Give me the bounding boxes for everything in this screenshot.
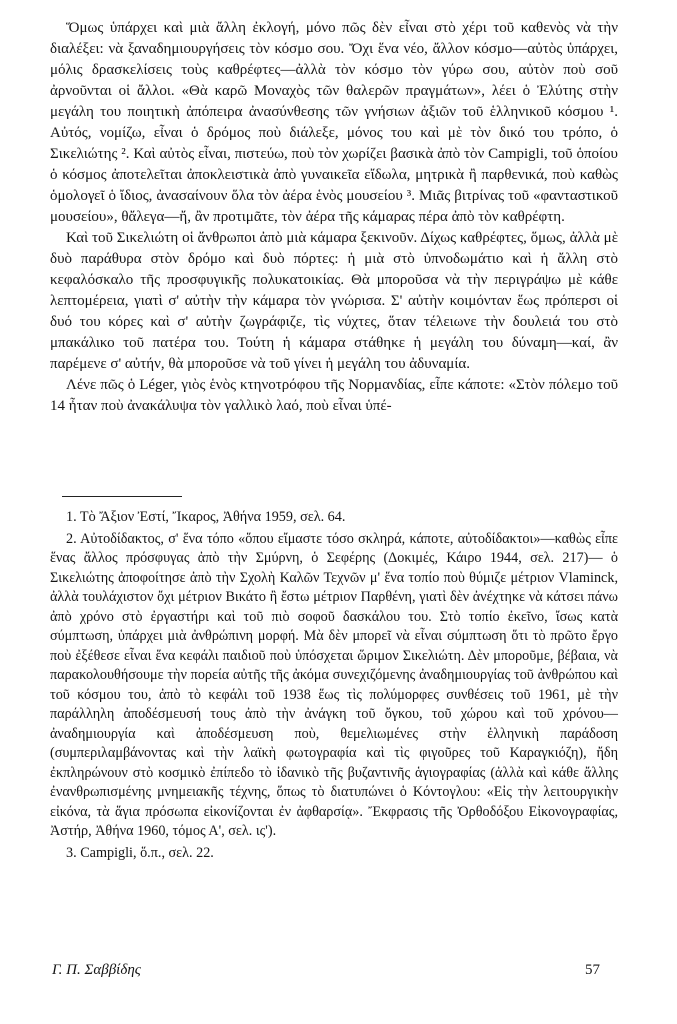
- footnote-1: 1. Τὸ Ἄξιον Ἐστί, Ἴκαρος, Ἀθήνα 1959, σελ. 64.: [66, 509, 346, 525]
- page-number: 57: [585, 962, 600, 978]
- footnote-2: 2. Αὐτοδίδακτος, σ' ἕνα τόπο «ὅπου εἴμαστε τόσο σκληρά, κάποτε, αὐτοδίδακτοι»—καθὼς εἶπε ἕνας ἄλλος πρόσφυγας ἀπὸ τὴν Σμύρνη, ὁ Σεφέρης (Δοκιμές, Κάιρο 1944, σελ. 217)— ὁ Σικελιώτης ἀποφοίτησε ἀπὸ τὴν Σχολὴ Καλῶν Τεχνῶν μ' ἕνα τοπίο ποὺ θύμιζε μέτριον Vlaminck, ἀλλὰ τουλάχιστον ὄχι μέτριον Βικάτο ἢ ἔστω μέτριον Παρθένη, γιατὶ δὲν ἀνέχτηκε νὰ κάτσει πάνω ἀπὸ χρόνο στὸ ἐργαστήρι καὶ τοῦ πιὸ σοφοῦ δασκάλου του. Στὸ τοπίο ἐκεῖνο, ἴσως κατὰ σύμπτωση, ὑπάρχει μιὰ ἀνθρώπινη μορφή. Μὰ δὲν μπορεῖ νὰ εἶναι σύμπτωση ὅτι τὸ πρῶτο ἔργο ποὺ ἐξέθεσε εἶναι ἕνα κεφάλι παιδιοῦ ποὺ ὑπόσχεται ὥριμον Σικελιώτη. Δὲν μποροῦμε, βέβαια, νὰ παρακολουθήσουμε τὴν πορεία αὐτῆς τῆς ἀκόμα συνεχιζόμενης ἀναδημιουργίας τοῦ ἀνθρώπου καὶ τοῦ κόσμου του, ἀπὸ τὸ κεφάλι τοῦ 1938 ἕως τὶς πολύμορφες συνθέσεις τοῦ 1961, μὲ τὴν παράλληλη ἀποδέσμευσή τους ἀπὸ τὴν ἀνάγκη τοῦ ὄγκου, τοῦ χώρου καὶ τοῦ χρόνου—ἀναδημιουργία καὶ ἀποδέσμευση ποὺ, θεμελιωμένες στὴν ἑλληνικὴ παράδοση (συμπεριλαμβάνοντας καὶ τὴν λαϊκὴ φωτογραφία καὶ τὶς φιγοῦρες τοῦ Καραγκιόζη), ἤδη ἐκπληρώνουν στὸ κοσμικὸ ἐπίπεδο τὸ ἰδανικὸ τῆς βυζαντινῆς ἁγιογραφίας (ἀλλὰ καὶ κάθε ἄλλης ἐνανθρωπισμένης μνημειακῆς τέχνης, ὅπως τὸ διατυπώνει ὁ Κόντογλου: «Εἰς τὴν λειτουργικὴν εἰκόνα, τὰ ἅγια πρόσωπα εἰκονίζονται ἐν ἀφθαρσίᾳ». Ἔκφρασις τῆς Ὀρθοδόξου Εἰκονογραφίας, Ἀστήρ, Ἀθήνα 1960, τόμος Α', σελ. ις').: [50, 530, 618, 839]
- paragraph-2: Καὶ τοῦ Σικελιώτη οἱ ἄνθρωποι ἀπὸ μιὰ κάμαρα ξεκινοῦν. Δίχως καθρέφτες, ὅμως, ἀλλὰ μὲ δυὸ παράθυρα στὸν δρόμο καὶ δυὸ πόρτες: ἡ μιὰ στὸ ὑπνοδωμάτιο καὶ ἡ ἄλλη στὸ κεφαλόσκαλο τῆς προσφυγικῆς πολυκατοικίας. Θὰ μποροῦσα νὰ τὴν περιγράψω μὲ κάθε λεπτομέρεια, γιατὶ σ' αὐτὴν τὴν κάμαρα τὸν γνώρισα. Σ' αὐτὴν κοιμόνταν ἕως πρόπερσι οἱ δυό του κόρες καὶ σ' αὐτὴν ζωγράφιζε, τὶς νύχτες, ὅταν τέλειωνε τὴν δουλειά του στὸ μπακάλικο τοῦ πατέρα του. Τούτη ἡ κάμαρα στάθηκε ἡ μεγάλη του δύναμη—καί, ἂν παρέμενε σ' αὐτήν, θὰ μποροῦσε νὰ τοῦ γίνει ἡ μεγάλη του ἀδυναμία.: [50, 230, 618, 372]
- footnotes: [50, 508, 618, 865]
- main-text: [50, 18, 618, 417]
- paragraph-3: Λένε πῶς ὁ Léger, γιὸς ἑνὸς κτηνοτρόφου τῆς Νορμανδίας, εἶπε κάποτε: «Στὸν πόλεμο τοῦ 14 ἦταν ποὺ ἀνακάλυψα τὸν γαλλικὸ λαό, ποὺ εἶναι ὑπέ-: [50, 377, 618, 414]
- paragraph-1: Ὅμως ὑπάρχει καὶ μιὰ ἄλλη ἐκλογή, μόνο πῶς δὲν εἶναι στὸ χέρι τοῦ καθενὸς νὰ τὴν διαλέξει: νὰ ξαναδημιουργήσεις τὸν κόσμο σου. Ὄχι ἕνα νέο, ἄλλον κόσμο—αὐτὸς ὑπάρχει, μόλις δρασκελίσεις τοὺς καθρέφτες—ἀλλὰ τὸν κόσμο τὸν γύρω σου, αὐτὸν ποὺ σοῦ ἀρνοῦνται οἱ ἄλλοι. «Θὰ καρῶ Μοναχὸς τῶν θαλερῶν πραγμάτων», λέει ὁ Ἐλύτης στὴν μεγάλη του ποιητικὴ ἀπόπειρα ἀνασύνθεσης τῶν γνήσιων ἀξιῶν τοῦ ἑλληνικοῦ κόσμου ¹. Αὐτός, νομίζω, εἶναι ὁ δρόμος ποὺ διάλεξε, μόνος του καὶ μὲ τὸν δικό του τρόπο, ὁ Σικελιώτης ². Καὶ αὐτὸς εἶναι, πιστεύω, ποὺ τὸν χωρίζει βασικὰ ἀπὸ τὸν Campigli, τοῦ ὁποίου ὁ κόσμος ἀποτελεῖται ἀποκλειστικὰ ἀπὸ γυναικεῖα εἴδωλα, μητρικὰ ἢ παρθενικά, ποὺ καθὼς ὁμολογεῖ ὁ ἴδιος, ἀνασαίνουν ὅλα τὸν ἀέρα ἑνὸς μουσείου ³. Μιᾶς βιτρίνας τοῦ «φανταστικοῦ μουσείου», θἄλεγα—ἤ, ἂν προτιμᾶτε, τὸν ἀέρα τῆς κάμαρας πέρα ἀπὸ τὸν καθρέφτη.: [50, 20, 618, 225]
- footnote-3: 3. Campigli, ὅ.π., σελ. 22.: [66, 844, 214, 861]
- running-author: Γ. Π. Σαββίδης: [52, 962, 141, 978]
- footnote-separator: [62, 496, 182, 497]
